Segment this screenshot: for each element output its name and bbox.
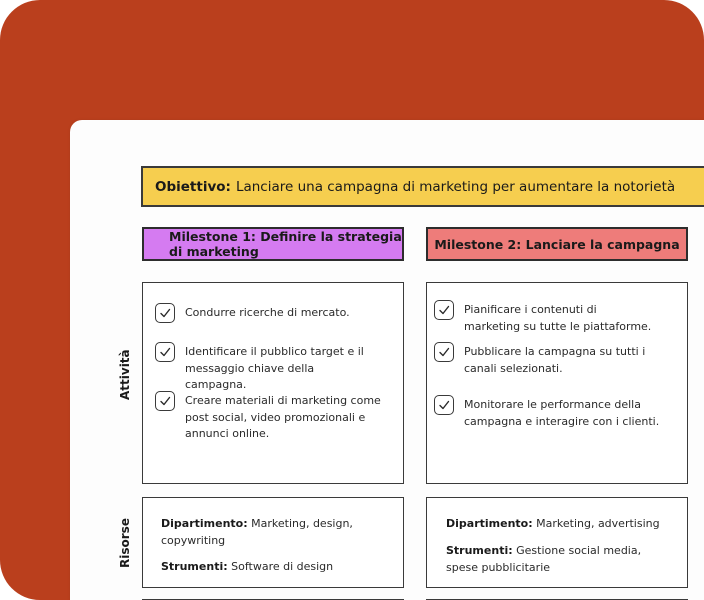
checkbox-checked-icon[interactable]: [155, 391, 175, 411]
task-item: [434, 344, 674, 377]
task-item: [155, 305, 390, 323]
task-text: Creare materiali di marketing come post social, video promozionali e annunci online.: [185, 394, 381, 440]
task-item: [155, 393, 390, 443]
checkbox-checked-icon[interactable]: [434, 342, 454, 362]
checkbox-checked-icon[interactable]: [434, 395, 454, 415]
department-line: [446, 515, 676, 532]
milestone-1-title-line2: di marketing: [169, 244, 259, 259]
objective-text: Lanciare una campagna di marketing per aumentare la notorietà: [235, 178, 676, 195]
department-label: Dipartimento:: [161, 517, 248, 530]
task-text: Monitorare le performance della campagna e interagire con i clienti.: [464, 398, 660, 428]
row-label-resources: Risorse: [118, 518, 132, 568]
task-text: Pubblicare la campagna su tutti i canali selezionati.: [464, 345, 646, 375]
tools-label: Strumenti:: [446, 544, 513, 557]
milestone-2-title: Milestone 2: Lanciare la campagna: [434, 236, 680, 252]
task-text: Pianificare i contenuti di marketing su tutte le piattaforme.: [464, 303, 652, 333]
milestone-1-header: [142, 227, 404, 261]
task-text: Identificare il pubblico target e il messaggio chiave della campagna.: [185, 345, 364, 391]
task-item: [434, 397, 664, 430]
department-line: [161, 515, 361, 549]
milestone-2-header: [426, 227, 688, 261]
tools-value: Software di design: [231, 560, 334, 573]
task-item: [155, 344, 365, 394]
objective-banner: [141, 166, 704, 207]
checkbox-checked-icon[interactable]: [155, 303, 175, 323]
task-item: [434, 302, 654, 335]
tools-label: Strumenti:: [161, 560, 228, 573]
row-label-activities: Attività: [118, 349, 132, 400]
tools-line: [446, 542, 671, 576]
checkbox-checked-icon[interactable]: [155, 342, 175, 362]
milestone-1-title-line1: Milestone 1: Definire la strategia: [169, 229, 402, 244]
tools-value: Gestione social media, spese pubblicitarie: [446, 544, 642, 574]
department-value: Marketing, design, copywriting: [161, 517, 353, 547]
tools-line: [161, 558, 391, 575]
department-value: Marketing, advertising: [536, 517, 660, 530]
task-text: Condurre ricerche di mercato.: [185, 306, 350, 319]
checkbox-checked-icon[interactable]: [434, 300, 454, 320]
department-label: Dipartimento:: [446, 517, 533, 530]
objective-label: Obiettivo:: [155, 178, 231, 195]
